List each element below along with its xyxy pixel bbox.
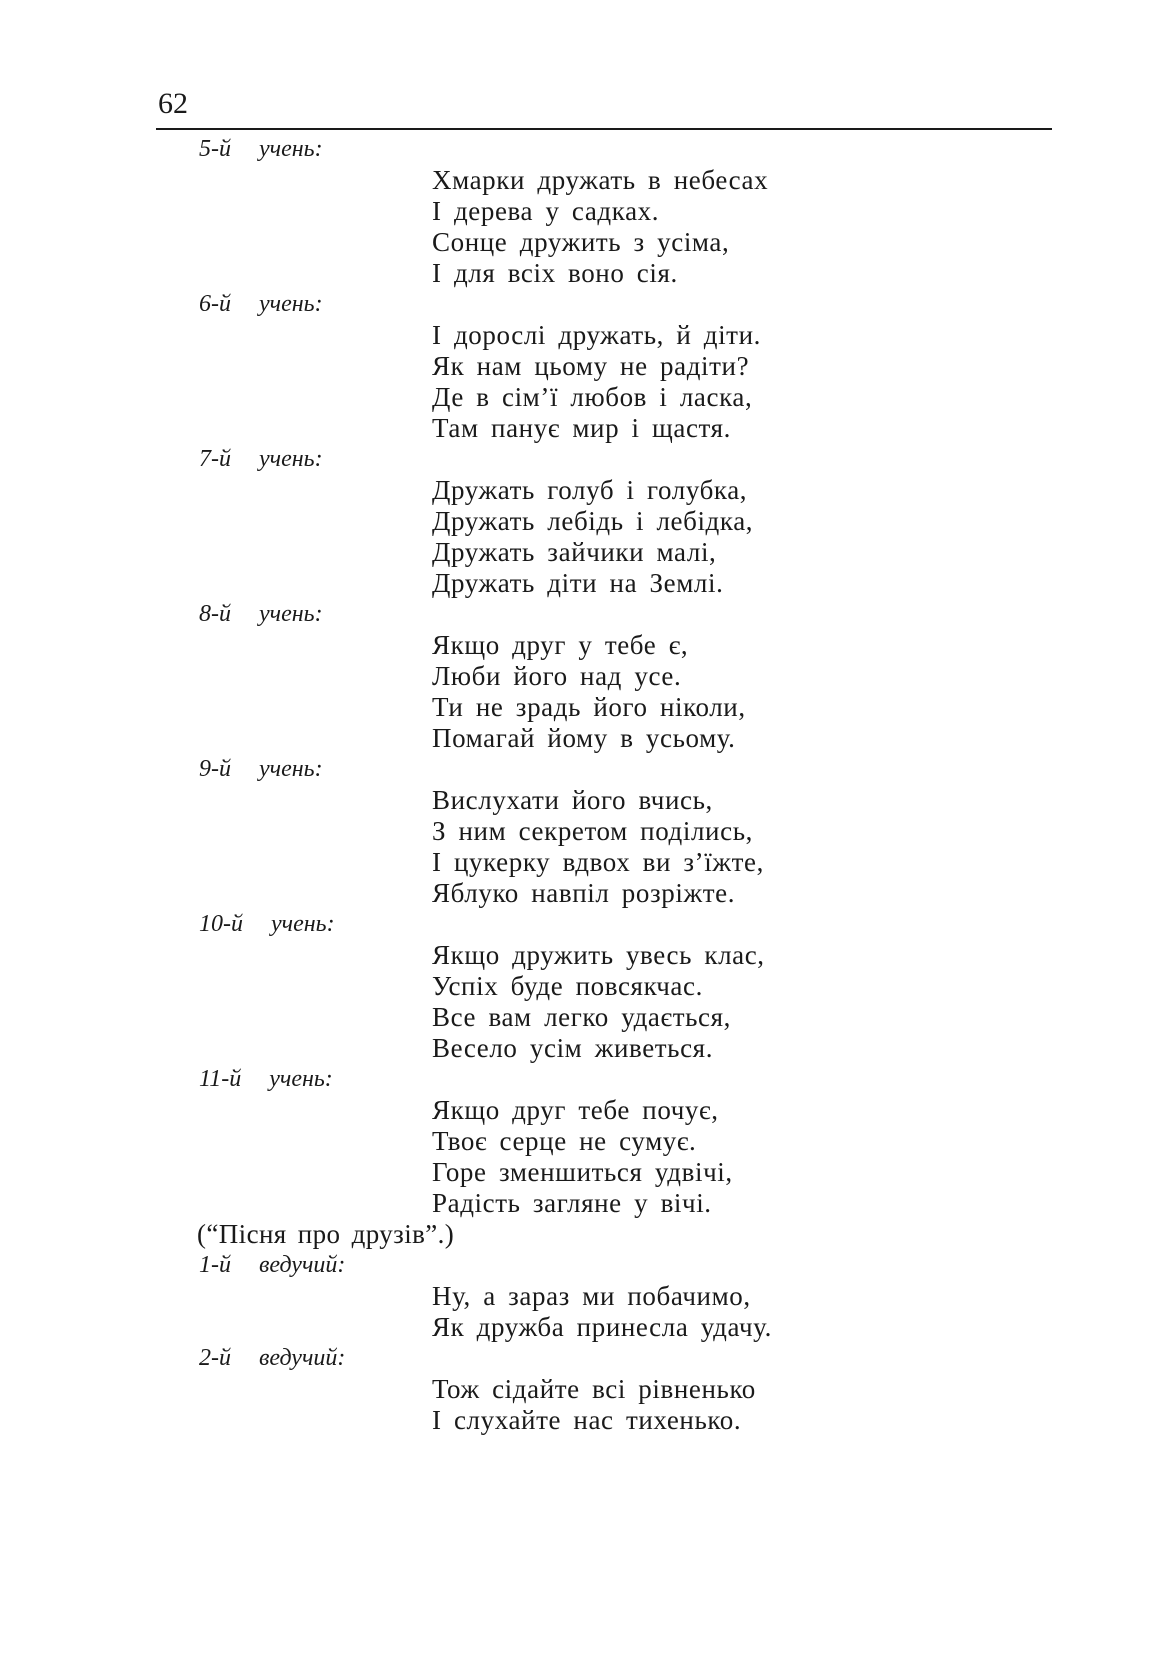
verse-line: Там панує мир і щастя.	[432, 413, 731, 443]
verse-line: Твоє серце не сумує.	[432, 1126, 697, 1156]
verse-line: Горе зменшиться удвічі,	[432, 1157, 733, 1187]
verse-line: Хмарки дружать в небесах	[432, 165, 769, 195]
verse-line: Ну, а зараз ми побачимо,	[432, 1281, 751, 1311]
verse-line: Радість загляне у вічі.	[432, 1188, 712, 1218]
verse-line: Весело усім живеться.	[432, 1033, 714, 1063]
verse-line: Помагай йому в усьому.	[432, 723, 736, 753]
stage-direction: (“Пісня про друзів”.)	[197, 1219, 455, 1249]
verse-line: Тож сідайте всі рівненько	[432, 1374, 756, 1404]
verse-line: Яблуко навпіл розріжте.	[432, 878, 736, 908]
text-content	[0, 134, 1165, 1436]
verse-line: Якщо дружить увесь клас,	[432, 940, 765, 970]
verse-line: З ним секретом поділись,	[432, 816, 753, 846]
verse-line: Якщо друг у тебе є,	[432, 630, 689, 660]
verse-line: Вислухати його вчись,	[432, 785, 713, 815]
header-rule	[156, 128, 1052, 130]
verse-line: Ти не зрадь його ніколи,	[432, 692, 746, 722]
verse-line: Дружать діти на Землі.	[432, 568, 724, 598]
verse-line: Все вам легко удається,	[432, 1002, 731, 1032]
speaker-label: 1-й ведучий:	[199, 1252, 346, 1278]
speaker-label: 10-й учень:	[199, 911, 335, 937]
speaker-label: 5-й учень:	[199, 136, 323, 162]
speaker-label: 7-й учень:	[199, 446, 323, 472]
verse-line: Дружать лебідь і лебідка,	[432, 506, 754, 536]
speaker-label: 11-й учень:	[199, 1066, 333, 1092]
speaker-label: 8-й учень:	[199, 601, 323, 627]
speaker-label: 2-й ведучий:	[199, 1345, 346, 1371]
verse-line: І слухайте нас тихенько.	[432, 1405, 742, 1435]
verse-line: Успіх буде повсякчас.	[432, 971, 703, 1001]
verse-line: Дружать зайчики малі,	[432, 537, 717, 567]
verse-line: Як дружба принесла удачу.	[432, 1312, 772, 1342]
speaker-label: 6-й учень:	[199, 291, 323, 317]
verse-line: Як нам цьому не радіти?	[432, 351, 750, 381]
verse-line: Де в сім’ї любов і ласка,	[432, 382, 753, 412]
verse-line: Якщо друг тебе почує,	[432, 1095, 719, 1125]
verse-line: І дорослі дружать, й діти.	[432, 320, 761, 350]
verse-line: І для всіх воно сія.	[432, 258, 678, 288]
verse-line: І цукерку вдвох ви з’їжте,	[432, 847, 764, 877]
page-number: 62	[158, 87, 188, 120]
verse-line: Сонце дружить з усіма,	[432, 227, 730, 257]
speaker-label: 9-й учень:	[199, 756, 323, 782]
verse-line: Люби його над усе.	[432, 661, 682, 691]
verse-line: Дружать голуб і голубка,	[432, 475, 748, 505]
verse-line: І дерева у садках.	[432, 196, 660, 226]
